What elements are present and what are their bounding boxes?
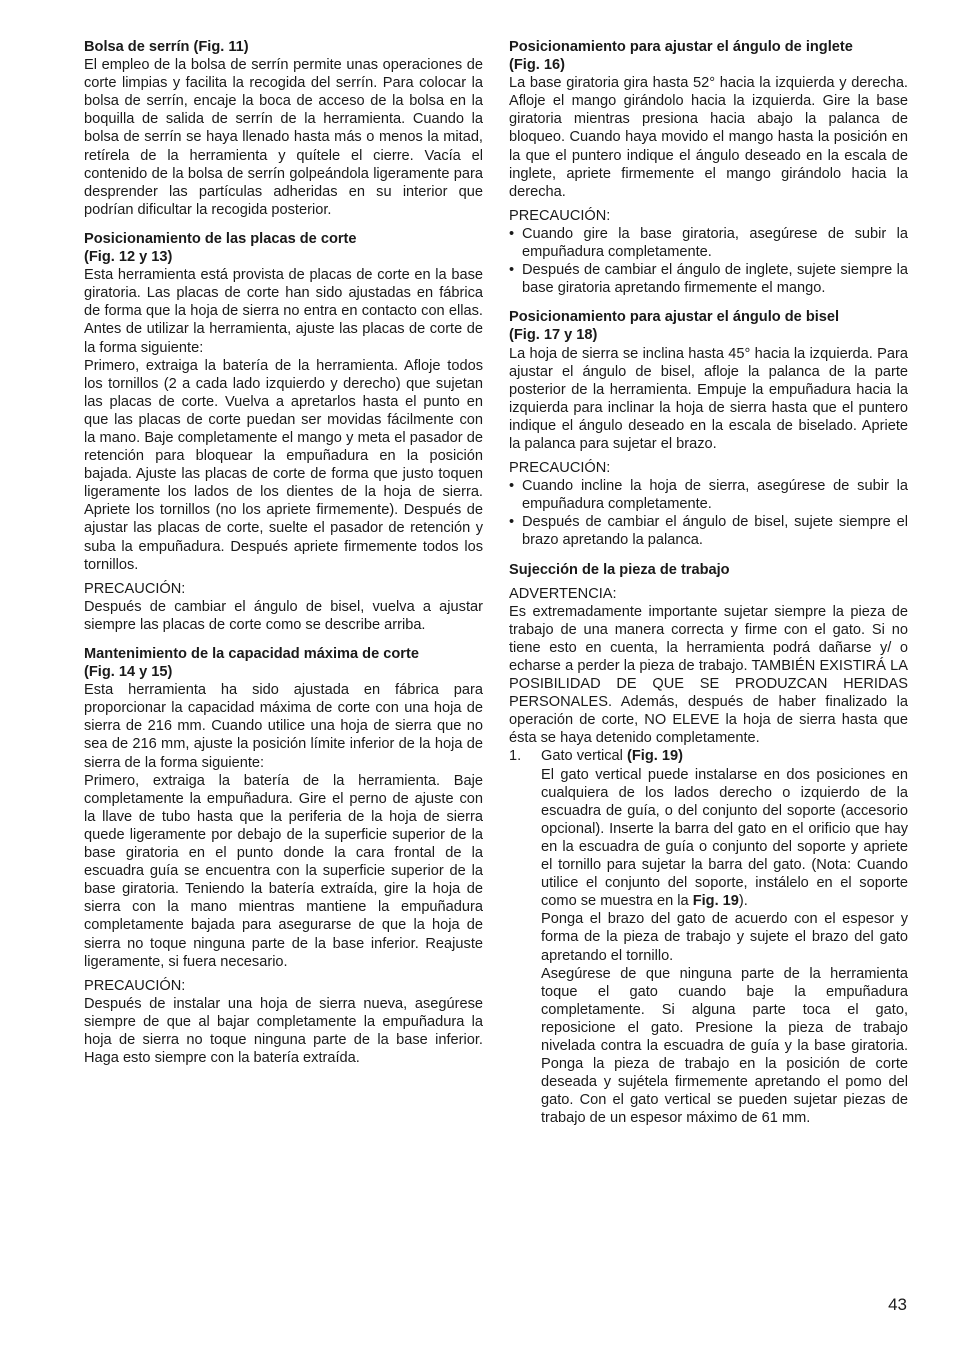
section-kerf-boards (84, 230, 483, 634)
heading-line: (Fig. 12 y 13) (84, 249, 173, 266)
section-heading: Bolsa de serrín (Fig. 11) (84, 39, 249, 55)
section-body: Esta herramienta ha sido ajustada en fábrica para proporcionar la capacidad máxima de corte con una hoja de sierra de 216 mm. Cuando utilice una hoja de sierra que no sea de 216 mm, ajuste la posición límite inferior de la hoja de sierra de la forma siguiente: (84, 682, 483, 771)
caution-text: Después de instalar una hoja de sierra nueva, asegúrese siempre de que al bajar completamente la empuñadura la hoja de sierra no toque ninguna parte de la base inferior. Haga esto siempre con la batería extraída. (84, 995, 483, 1067)
heading-line: Posicionamiento para ajustar el ángulo de inglete (509, 39, 853, 55)
section-bevel-angle (509, 308, 908, 549)
caution-bullet: • Cuando gire la base giratoria, asegúrese de subir la empuñadura completamente. (509, 225, 908, 261)
caution-list (509, 225, 908, 297)
caution-label: PRECAUCIÓN: (509, 207, 611, 224)
caution-note (509, 207, 908, 297)
section-miter-angle (509, 38, 908, 297)
warning-text: Es extremadamente importante sujetar siempre la pieza de trabajo de una manera correcta y firme con el gato. Si no tiene esto en cuenta, la herramienta podrá dañarse y/ o echarse a perder la pieza de trabajo. TAMBIÉN EXISTIRÁ LA POSIBILIDAD DE QUE SE PRODUZCAN HERIDAS PERSONALES. Además, después de haber finalizado la operación de corte, NO ELEVE la hoja de sierra hasta que ésta se haya detenido completamente. (509, 603, 908, 747)
caution-bullet: • Cuando incline la hoja de sierra, asegúrese de subir la empuñadura completamente. (509, 477, 908, 513)
section-heading (509, 308, 908, 344)
numbered-item-vertical-vise (509, 747, 908, 1127)
section-heading (84, 230, 483, 266)
item-heading (541, 747, 908, 765)
caution-bullet: • Después de cambiar el ángulo de inglete, sujete siempre la base giratoria apretando firmemente el mango. (509, 261, 908, 297)
section-body: El empleo de la bolsa de serrín permite unas operaciones de corte limpias y facilita la recogida del serrín. Para colocar la bolsa de serrín, encaje la boca de acceso de la bolsa en la boquilla de salida de serrín de la herramienta. Cuando la bolsa de serrín se haya llenado hasta más o menos la mitad, retírela de la herramienta y quítele el cierre. Vacía el contenido de la bolsa de serrín golpeándola ligeramente para desprender las partículas adheridas en su interior que podrían dificultar la recogida posterior. (84, 57, 483, 218)
heading-line: (Fig. 17 y 18) (509, 327, 598, 344)
section-heading (84, 645, 483, 681)
item-paragraph: Asegúrese de que ninguna parte de la herramienta toque el gato cuando baje la empuñadura completamente. Si alguna parte toca el gato, reposicione el gato. Presione la pieza de trabajo nivelada contra la escuadra de guía y la base giratoria. Ponga la pieza de trabajo en la posición de corte deseada y sujétela firmemente apretando el pomo del gato. Con el gato vertical se pueden sujetar piezas de trabajo de un espesor máximo de 61 mm. (541, 965, 908, 1127)
caution-label: PRECAUCIÓN: (84, 977, 186, 994)
item-text: ). (738, 893, 748, 910)
section-workpiece-securing (509, 561, 908, 1128)
item-paragraph (541, 766, 908, 911)
fig-ref: Fig. 19 (692, 893, 739, 910)
caution-note (84, 977, 483, 1067)
item-text: El gato vertical puede instalarse en dos posiciones en cualquiera de los lados derecho o izquierdo de la escuadra de guía, o del conjunto del soporte (accesorio opcional). Inserte la barra del gato en el orificio que hay en la escuadra de guía o conjunto del soporte y apriete el tornillo para sujetar la barra del gato. (Nota: Cuando utilice el conjunto del soporte, instálelo en el soporte como se muestra en la (541, 766, 908, 910)
heading-line: Posicionamiento para ajustar el ángulo de bisel (509, 309, 840, 326)
warning-label: ADVERTENCIA: (509, 585, 617, 602)
section-body: La base giratoria gira hasta 52° hacia la izquierda y derecha. Afloje el mango girándolo hacia la izquierda. Gire la base giratoria mientras presiona hacia abajo la palanca de bloqueo. Cuando haya movido el mango hasta la posición en la que el puntero indique el ángulo deseado en la escala de inglete, apriete firmemente el mango girándolo hacia la derecha. (509, 75, 908, 200)
section-body: Primero, extraiga la batería de la herramienta. Baje completamente la empuñadura. Gire el perno de ajuste con la llave de tubo hasta que la periferia de la hoja de sierra quede ligeramente por debajo de la superficie superior de la base giratoria en el punto donde la cara frontal de la escuadra guía se encuentra con la superficie superior de la base giratoria. Teniendo la batería extraída, gire la hoja de sierra con la mano mientras mantiene la empuñadura completamente bajada para asegurarse de que la hoja de sierra no toque ninguna parte de la base inferior. Reajuste ligeramente, si fuera necesario. (84, 772, 483, 970)
section-heading: Sujección de la pieza de trabajo (509, 561, 730, 578)
warning-note (509, 585, 908, 748)
item-label: Gato vertical (541, 748, 627, 765)
caution-text: Después de cambiar el ángulo de bisel, vuelva a ajustar siempre las placas de corte como se describe arriba. (84, 598, 483, 633)
left-column (84, 38, 483, 1078)
heading-line: Mantenimiento de la capacidad máxima de corte (84, 646, 419, 662)
item-number: 1. (509, 748, 522, 765)
caution-note (509, 459, 908, 549)
right-column (509, 38, 908, 1138)
caution-list (509, 477, 908, 549)
item-paragraph: Ponga el brazo del gato de acuerdo con el espesor y forma de la pieza de trabajo y sujete el brazo del gato apretando el tornillo. (541, 911, 908, 964)
section-max-capacity (84, 645, 483, 1067)
item-fig-ref: (Fig. 19) (626, 748, 683, 765)
caution-label: PRECAUCIÓN: (509, 460, 611, 477)
section-body: La hoja de sierra se inclina hasta 45° hacia la izquierda. Para ajustar el ángulo de bisel, afloje la palanca de la parte posterior de la herramienta. Empuje la empuñadura hacia la izquierda para inclinar la hoja de sierra hasta que el puntero indique el ángulo deseado en la escala de biselado. Apriete la palanca para sujetar el brazo. (509, 345, 908, 452)
caution-label: PRECAUCIÓN: (84, 580, 186, 597)
section-body: Primero, extraiga la batería de la herramienta. Afloje todos los tornillos (2 a cada lado izquierdo y derecho) que sujetan las placas de corte. Vuelva a apretarlos hasta el punto en que las placas de corte puedan ser movidas fácilmente con la mano. Baje completamente el mango y meta el pasador de retención para bloquear la empuñadura en la posición bajada. Ajuste las placas de corte de forma que justo toquen ligeramente los lados de los dientes de la hoja de sierra. Apriete los tornillos (no los apriete firmemente). Después de ajustar las placas de corte, suelte el pasador de retención y suba la empuñadura. Después apriete firmemente todos los tornillos. (84, 357, 483, 573)
caution-note (84, 580, 483, 634)
section-heading (509, 38, 908, 74)
section-dust-bag (84, 38, 483, 219)
heading-line: (Fig. 16) (509, 57, 565, 74)
caution-bullet: • Después de cambiar el ángulo de bisel, sujete siempre el brazo apretando la palanca. (509, 513, 908, 549)
section-body: Esta herramienta está provista de placas de corte en la base giratoria. Las placas de corte han sido ajustadas en fábrica de forma que la hoja de sierra no entra en contacto con ellas. Antes de utilizar la herramienta, ajuste las placas de corte de la forma siguiente: (84, 267, 483, 356)
heading-line: Posicionamiento de las placas de corte (84, 230, 357, 247)
heading-line: (Fig. 14 y 15) (84, 664, 173, 681)
page-number: 43 (888, 1295, 907, 1314)
